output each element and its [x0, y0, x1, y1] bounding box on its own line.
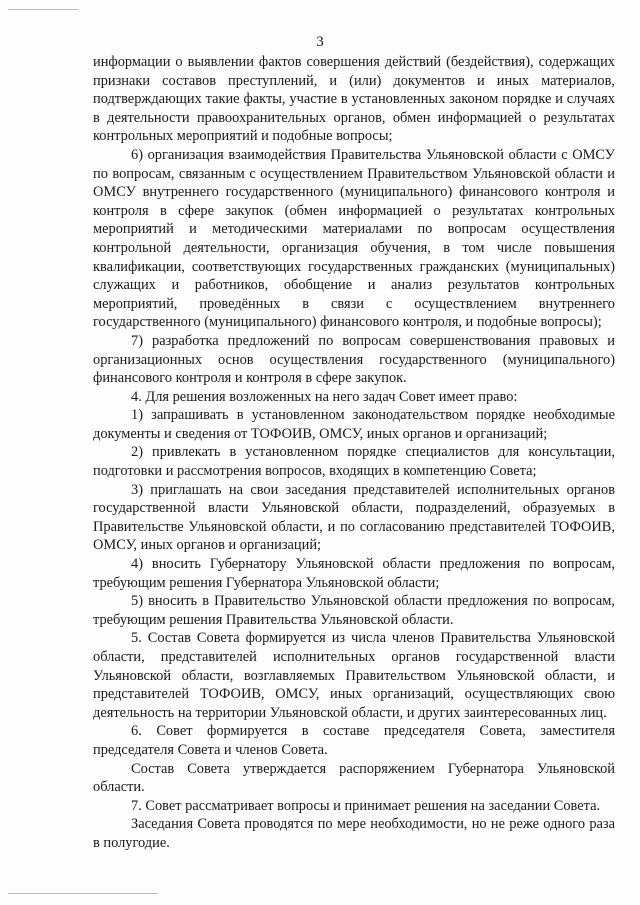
scan-artifact-bottom	[8, 893, 158, 894]
paragraph-section-7: 7. Совет рассматривает вопросы и принимает решения на заседании Совета.	[131, 797, 601, 814]
paragraph-meetings-frequency: Заседания Совета проводятся по мере необходимости, но не реже одного раза в полугодие.	[93, 816, 615, 851]
paragraph-section-4: 4. Для решения возложенных на него задач Совет имеет право:	[131, 388, 518, 405]
document-body	[93, 53, 615, 853]
paragraph-right-2: 2) привлекать в установленном порядке специалистов для консультации, подготовки и рассмотрения вопросов, входящих в компетенцию Совета;	[93, 444, 615, 480]
scan-artifact-top	[8, 9, 78, 10]
paragraph-continuation: информации о выявлении фактов совершения действий (бездействия), содержащих признаки составов преступлений, и (или) документов и иных материалов, подтверждающих такие факты, участие в установленных законом порядке и случаях в деятельности правоохранительных органов, обмен информацией о результатах контрольных мероприятий и подобные вопросы;	[93, 54, 615, 145]
paragraph-section-6: 6. Совет формируется в составе председателя Совета, заместителя председателя Совета и членов Совета.	[93, 723, 615, 758]
paragraph-right-5: 5) вносить в Правительство Ульяновской области предложения по вопросам, требующим решения Правительства Ульяновской области.	[93, 593, 615, 628]
paragraph-right-3: 3) приглашать на свои заседания представителей исполнительных органов государственной власти Ульяновской области, подразделений, образуемых в Правительстве Ульяновской области, и по согласованию представителей ТОФОИВ, ОМСУ, иных органов и организаций;	[93, 481, 615, 554]
paragraph-section-5: 5. Состав Совета формируется из числа членов Правительства Ульяновской области, представителей исполнительных органов государственной власти Ульяновской области, возглавляемых Правительством Ульяновской области, и представителей ТОФОИВ, ОМСУ, иных организаций, осуществляющих свою деятельность на территории Ульяновской области, и других заинтересованных лиц.	[93, 630, 615, 721]
paragraph-right-4: 4) вносить Губернатору Ульяновской области предложения по вопросам, требующим решения Губернатора Ульяновской области;	[93, 556, 615, 591]
paragraph-item-6: 6) организация взаимодействия Правительства Ульяновской области с ОМСУ по вопросам, связанным с осуществлением Правительством Ульяновской области и ОМСУ внутреннего государственного (муниципального) финансового контроля и контроля в сфере закупок (обмен информацией о результатах контрольных мероприятий и методическими материалами по вопросам осуществления контрольной деятельности, организация обучения, в том числе повышения квалификации, соответствующих государственных гражданских (муниципальных) служащих и работников, обобщение и анализ результатов контрольных мероприятий, проведённых в связи с осуществлением внутреннего государственного (муниципального) финансового контроля, и подобные вопросы);	[93, 146, 615, 331]
page-number: 3	[316, 34, 324, 50]
paragraph-item-7: 7) разработка предложений по вопросам совершенствования правовых и организационных основ осуществления государственного (муниципального) финансового контроля и контроля в сфере закупок.	[93, 332, 615, 387]
paragraph-composition-approval: Состав Совета утверждается распоряжением Губернатора Ульяновской области.	[93, 760, 615, 796]
paragraph-right-1: 1) запрашивать в установленном законодательством порядке необходимые документы и сведения от ТОФОИВ, ОМСУ, иных органов и организаций;	[93, 407, 615, 442]
